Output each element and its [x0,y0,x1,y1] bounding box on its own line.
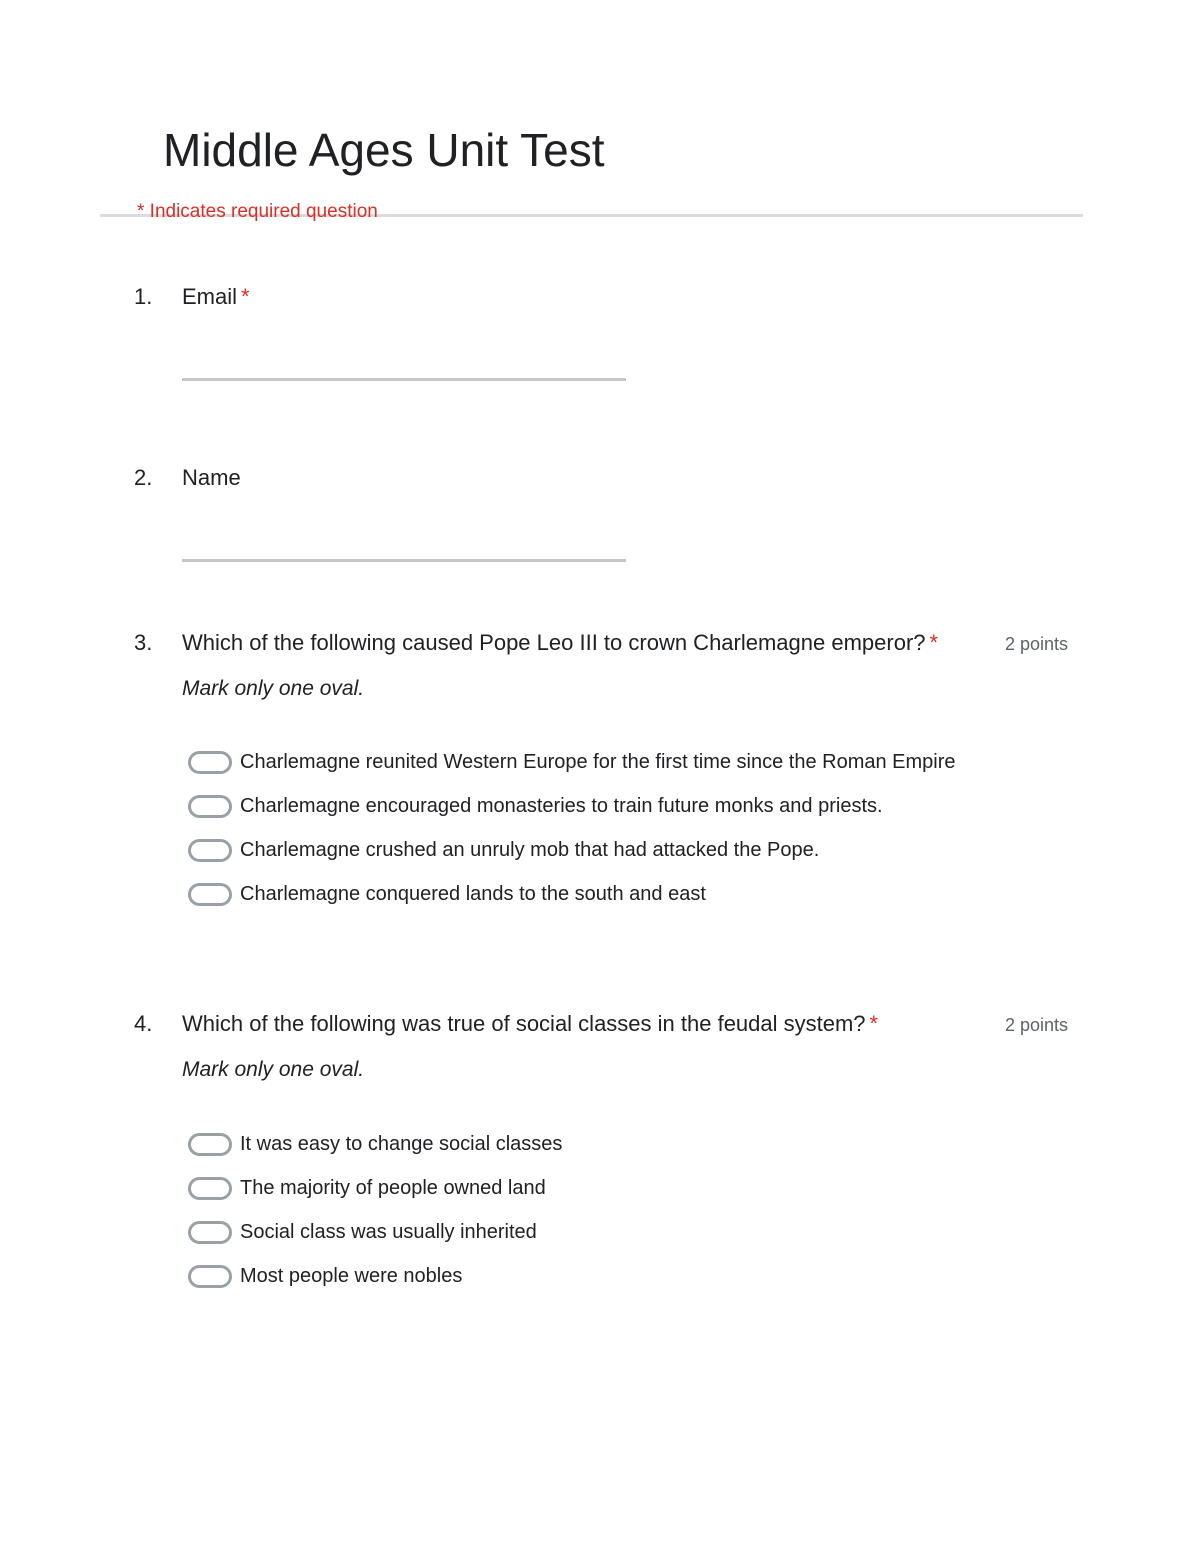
option-item[interactable] [188,1122,562,1166]
option-label: Social class was usually inherited [240,1221,537,1243]
question-number: 1. [134,284,153,309]
option-item[interactable] [188,1254,562,1298]
option-label: It was easy to change social classes [240,1133,563,1155]
question-instruction: Mark only one oval. [182,677,365,700]
radio-oval[interactable] [188,1133,232,1156]
question-instruction: Mark only one oval. [182,1058,365,1081]
question-points: 2 points [1004,1015,1068,1035]
question-title [182,1009,878,1039]
question-number: 3. [134,630,153,655]
question-title [182,628,938,658]
option-label: Most people were nobles [240,1265,463,1287]
option-item[interactable] [188,740,956,784]
required-note: * Indicates required question [137,201,378,222]
option-label: The majority of people owned land [240,1177,546,1199]
option-item[interactable] [188,784,956,828]
required-asterisk: * [241,284,250,309]
radio-oval[interactable] [188,1177,232,1200]
form-title: Middle Ages Unit Test [163,124,605,176]
option-item[interactable] [188,1166,562,1210]
question-title [182,282,250,312]
option-item[interactable] [188,872,956,916]
required-asterisk: * [869,1011,879,1036]
question-title-text: Name [182,465,241,490]
question-title-text: Which of the following caused Pope Leo III to crown Charlemagne emperor? [182,630,926,655]
required-asterisk: * [929,630,939,655]
option-label: Charlemagne reunited Western Europe for the first time since the Roman Empire [240,751,956,773]
option-item[interactable] [188,1210,562,1254]
question-points: 2 points [1004,634,1068,654]
option-label: Charlemagne crushed an unruly mob that had attacked the Pope. [240,839,820,861]
radio-oval[interactable] [188,883,232,906]
options-list [188,740,956,916]
option-label: Charlemagne conquered lands to the south and east [240,883,706,905]
options-list [188,1122,562,1298]
name-field[interactable] [182,559,626,562]
question-number: 2. [134,465,153,490]
question-number: 4. [134,1011,153,1036]
radio-oval[interactable] [188,1265,232,1288]
option-item[interactable] [188,828,956,872]
question-title-text: Which of the following was true of social classes in the feudal system? [182,1011,866,1036]
question-title-text: Email [182,284,238,309]
radio-oval[interactable] [188,839,232,862]
radio-oval[interactable] [188,751,232,774]
radio-oval[interactable] [188,795,232,818]
email-field[interactable] [182,378,626,381]
question-title [182,463,241,493]
radio-oval[interactable] [188,1221,232,1244]
option-label: Charlemagne encouraged monasteries to train future monks and priests. [240,795,883,817]
